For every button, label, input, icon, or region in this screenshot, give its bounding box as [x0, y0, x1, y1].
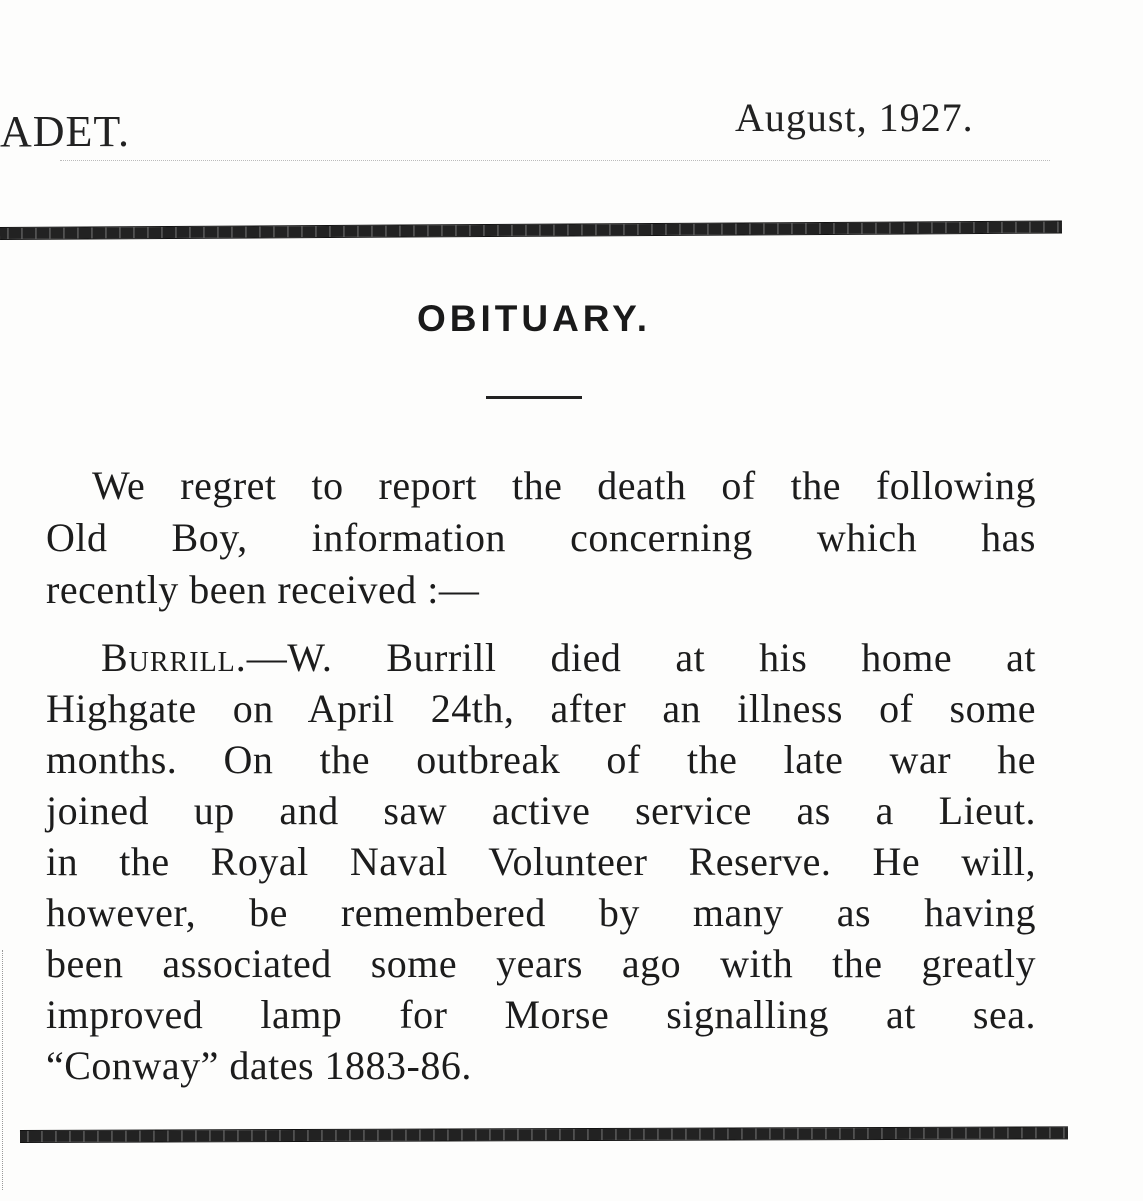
intro-paragraph — [46, 460, 1036, 616]
entry-line: months. On the outbreak of the late war he — [46, 737, 1036, 782]
entry-name: Burrill. — [101, 635, 247, 680]
obituary-entry — [46, 632, 1036, 1091]
header-dotted-rule — [60, 160, 1050, 161]
entry-line: “Conway” dates 1883-86. — [46, 1043, 472, 1088]
entry-first-line-text: —W. Burrill died at his home at — [246, 635, 1036, 680]
intro-line: Old Boy, information concerning which has — [46, 515, 1036, 560]
entry-line: been associated some years ago with the greatly — [46, 941, 1036, 986]
entry-line: in the Royal Naval Volunteer Reserve. He will, — [46, 839, 1036, 884]
entry-line: improved lamp for Morse signalling at sea. — [46, 992, 1036, 1037]
bottom-divider-rule — [20, 1126, 1068, 1143]
intro-line: recently been received :— — [46, 567, 480, 612]
entry-line: however, be remembered by many as having — [46, 890, 1036, 935]
entry-first-line — [46, 632, 1036, 683]
entry-line: Highgate on April 24th, after an illness of some — [46, 686, 1036, 731]
intro-line: We regret to report the death of the following — [92, 463, 1036, 508]
margin-dotted-line — [2, 950, 4, 1190]
running-head-date: August, 1927. — [735, 95, 974, 140]
top-divider-rule — [0, 221, 1062, 240]
entry-line: joined up and saw active service as a Lieut. — [46, 788, 1036, 833]
heading-underline — [486, 396, 582, 399]
running-head-title: ADET. — [0, 107, 131, 156]
section-heading: OBITUARY. — [416, 298, 652, 339]
